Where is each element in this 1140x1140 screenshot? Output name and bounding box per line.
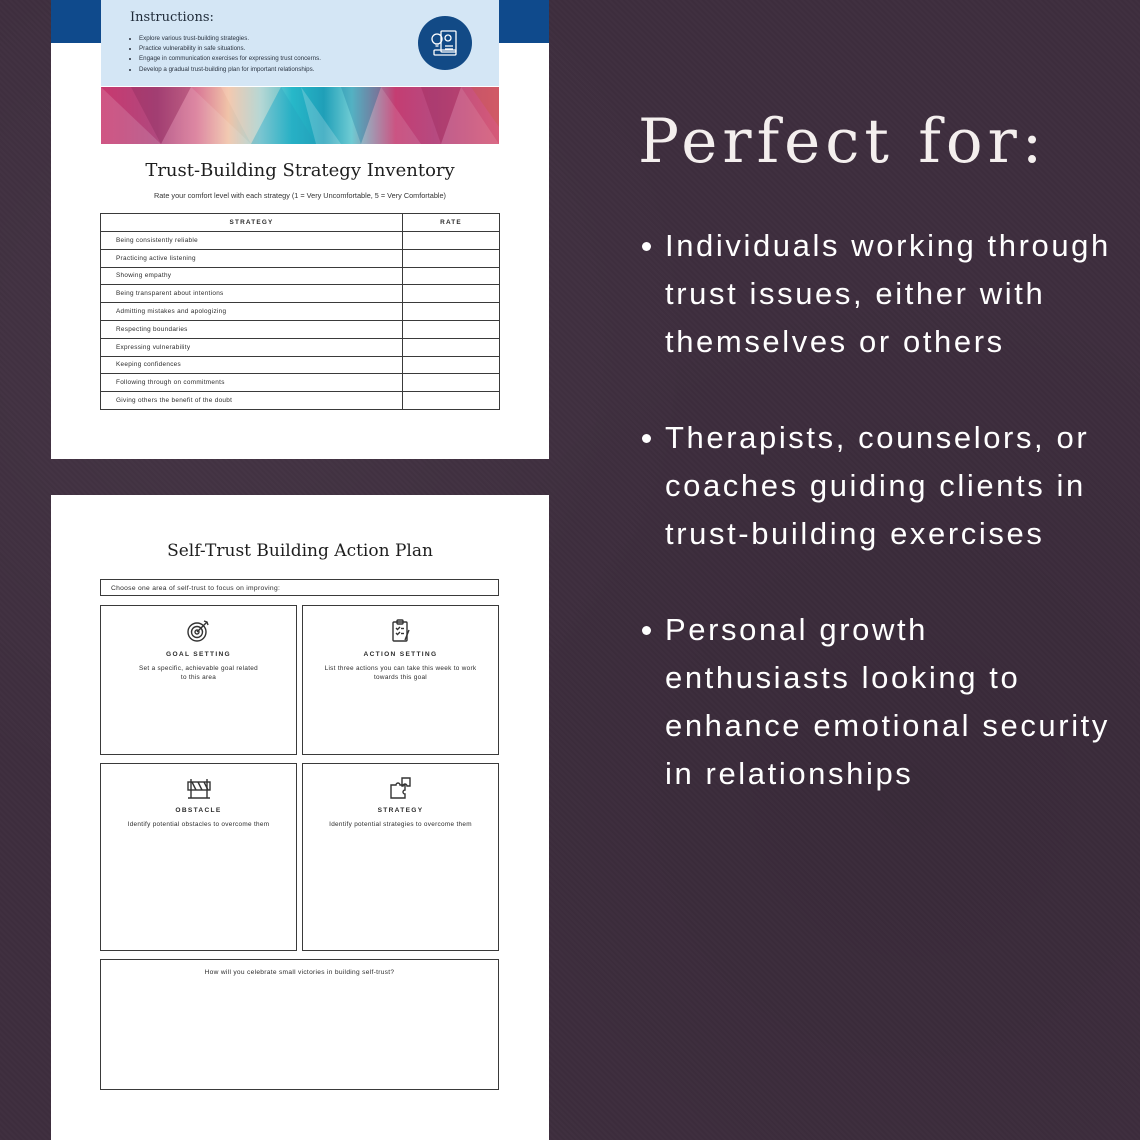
instructions-title: Instructions: xyxy=(130,10,214,25)
table-row xyxy=(101,338,500,356)
strategy-cell: Expressing vulnerability xyxy=(101,338,403,356)
goal-setting-description: Set a specific, achievable goal related to this area xyxy=(139,665,258,681)
promo-bullet: Therapists, counselors, or coaches guiding clients in trust-building exercises xyxy=(640,414,1120,558)
celebrate-victories-box[interactable]: How will you celebrate small victories in building self-trust? xyxy=(100,959,499,1090)
action-setting-description: List three actions you can take this week to work towards this goal xyxy=(324,665,477,681)
strategy-cell: Keeping confidences xyxy=(101,356,403,374)
rate-cell[interactable] xyxy=(403,320,500,338)
column-header-strategy: STRATEGY xyxy=(101,214,403,232)
column-header-rate: RATE xyxy=(403,214,500,232)
instruction-item: • Explore various trust-building strategies. xyxy=(139,34,321,44)
instructions-box xyxy=(101,0,499,86)
strategy-box[interactable] xyxy=(302,763,499,951)
page-subtitle: Rate your comfort level with each strategy (1 = Very Uncomfortable, 5 = Very Comfortable) xyxy=(153,191,446,200)
instruction-item: • Develop a gradual trust-building plan for important relationships. xyxy=(139,65,321,75)
strategy-heading: STRATEGY xyxy=(377,807,424,814)
table-row xyxy=(101,303,500,321)
promo-bullet-list xyxy=(640,222,1120,846)
promo-heading: Perfect for: xyxy=(638,106,1048,177)
strategy-cell: Practicing active listening xyxy=(101,249,403,267)
strategy-cell: Being transparent about intentions xyxy=(101,285,403,303)
checklist-icon xyxy=(389,618,413,644)
rate-cell[interactable] xyxy=(403,249,500,267)
instruction-item: • Engage in communication exercises for expressing trust concerns. xyxy=(139,54,321,64)
barrier-icon xyxy=(186,776,212,800)
strategy-table xyxy=(100,213,500,410)
strategy-cell: Following through on commitments xyxy=(101,374,403,392)
promo-bullet: Individuals working through trust issues, either with themselves or others xyxy=(640,222,1120,366)
target-icon xyxy=(186,618,212,644)
table-row xyxy=(101,285,500,303)
strategy-cell: Being consistently reliable xyxy=(101,232,403,250)
rate-cell[interactable] xyxy=(403,303,500,321)
table-row xyxy=(101,232,500,250)
worksheet-page-action-plan xyxy=(51,495,549,1140)
worksheet-page-strategy-inventory xyxy=(51,0,549,459)
obstacle-description: Identify potential obstacles to overcome them xyxy=(127,821,270,828)
strategy-description: Identify potential strategies to overcome them xyxy=(329,821,472,828)
puzzle-icon xyxy=(388,776,414,800)
table-row xyxy=(101,249,500,267)
decorative-mosaic-banner xyxy=(101,87,499,144)
strategy-cell: Admitting mistakes and apologizing xyxy=(101,303,403,321)
obstacle-box[interactable] xyxy=(100,763,297,951)
obstacle-heading: OBSTACLE xyxy=(175,807,222,814)
table-row xyxy=(101,320,500,338)
strategy-cell: Giving others the benefit of the doubt xyxy=(101,392,403,410)
strategy-cell: Respecting boundaries xyxy=(101,320,403,338)
table-header-row xyxy=(101,214,500,232)
promo-bullet: Personal growth enthusiasts looking to enhance emotional security in relationships xyxy=(640,606,1120,798)
focus-area-field[interactable]: Choose one area of self-trust to focus on improving: xyxy=(100,579,499,596)
page-title: Self-Trust Building Action Plan xyxy=(167,541,433,561)
table-row xyxy=(101,267,500,285)
rate-cell[interactable] xyxy=(403,285,500,303)
rate-cell[interactable] xyxy=(403,374,500,392)
strategy-cell: Showing empathy xyxy=(101,267,403,285)
table-row xyxy=(101,356,500,374)
goal-setting-box[interactable] xyxy=(100,605,297,755)
action-setting-heading: ACTION SETTING xyxy=(363,651,438,658)
action-setting-box[interactable] xyxy=(302,605,499,755)
rate-cell[interactable] xyxy=(403,392,500,410)
table-row xyxy=(101,392,500,410)
rate-cell[interactable] xyxy=(403,232,500,250)
rate-cell[interactable] xyxy=(403,356,500,374)
rate-cell[interactable] xyxy=(403,267,500,285)
instruction-item: • Practice vulnerability in safe situations. xyxy=(139,44,321,54)
table-row xyxy=(101,374,500,392)
instructions-list xyxy=(139,34,321,75)
rate-cell[interactable] xyxy=(403,338,500,356)
lightbulb-document-icon xyxy=(418,16,472,70)
goal-setting-heading: GOAL SETTING xyxy=(166,651,231,658)
page-title: Trust-Building Strategy Inventory xyxy=(145,160,455,181)
